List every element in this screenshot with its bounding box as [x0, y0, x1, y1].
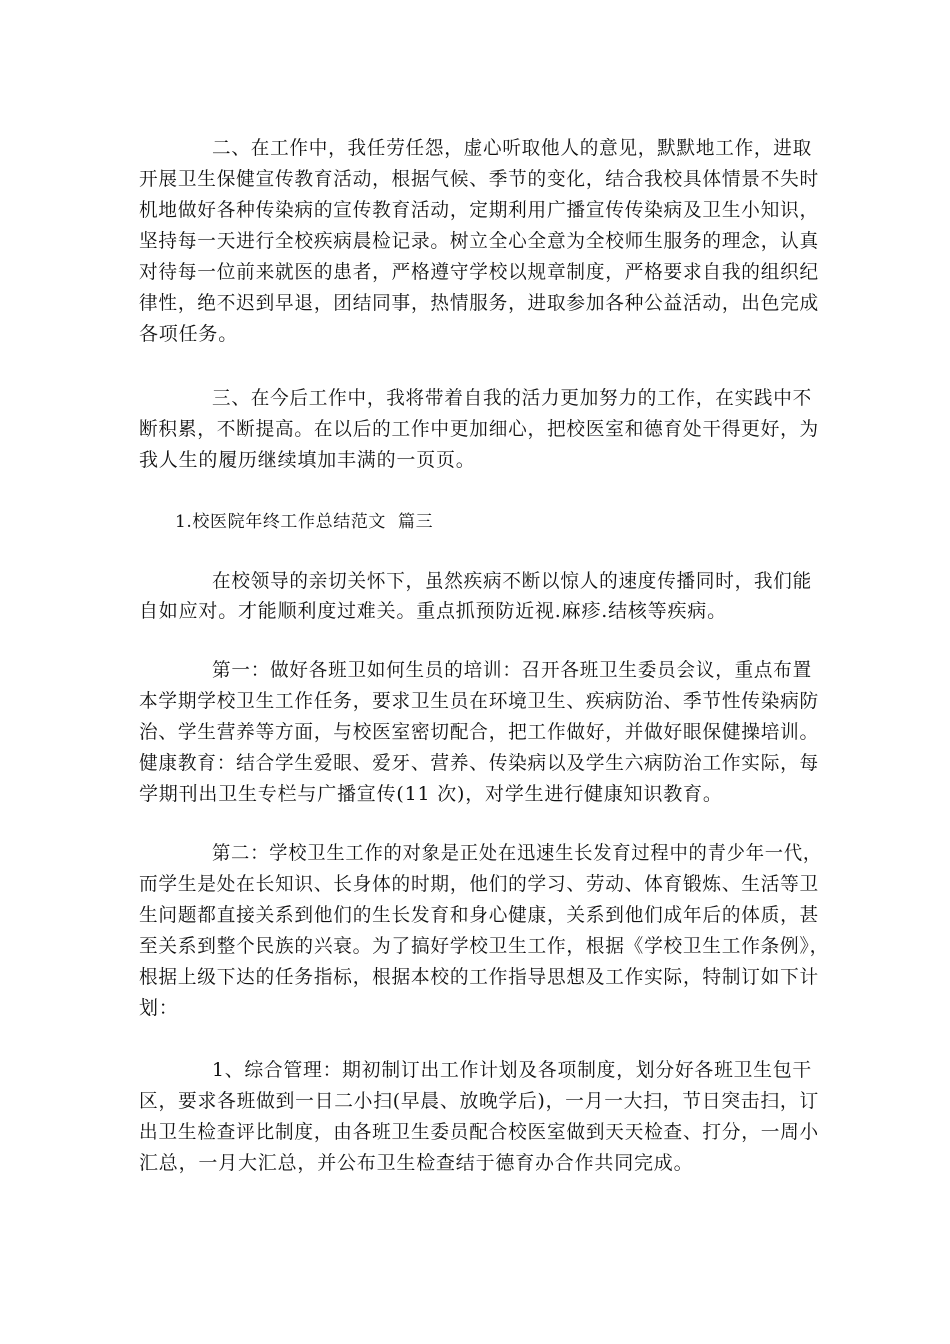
paragraph-4-line-5: 学期刊出卫生专栏与广播宣传(11 次)，对学生进行健康知识教育。 — [139, 783, 723, 805]
paragraph-2-line-2: 断积累，不断提高。在以后的工作中更加细心，把校医室和德育处干得更好，为 — [139, 418, 819, 440]
paragraph-1-line-7: 各项任务。 — [139, 323, 239, 345]
paragraph-5-line-6: 划： — [139, 997, 179, 1019]
paragraph-1-line-3: 机地做好各种传染病的宣传教育活动，定期利用广播宣传传染病及卫生小知识， — [139, 199, 819, 221]
paragraph-2-line-3: 我人生的履历继续填加丰满的一页页。 — [139, 449, 476, 471]
paragraph-5-line-4: 至关系到整个民族的兴衰。为了搞好学校卫生工作，根据《学校卫生工作条例》， — [139, 935, 830, 957]
paragraph-4-line-1: 第一：做好各班卫如何生员的培训：召开各班卫生委员会议，重点布置 — [212, 659, 813, 681]
paragraph-5-line-3: 生问题都直接关系到他们的生长发育和身心健康，关系到他们成年后的体质，甚 — [139, 904, 819, 926]
paragraph-5-line-1: 第二：学校卫生工作的对象是正处在迅速生长发育过程中的青少年一代， — [212, 842, 822, 864]
paragraph-3-line-1: 在校领导的亲切关怀下，虽然疾病不断以惊人的速度传播同时，我们能 — [212, 570, 813, 592]
paragraph-1-line-5: 对待每一位前来就医的患者，严格遵守学校以规章制度，严格要求自我的组织纪 — [139, 261, 819, 283]
paragraph-6-line-3: 出卫生检查评比制度，由各班卫生委员配合校医室做到天天检查、打分，一周小 — [139, 1121, 819, 1143]
paragraph-1-line-6: 律性，绝不迟到早退，团结同事，热情服务，进取参加各种公益活动，出色完成 — [139, 292, 819, 314]
section-heading: 1.校医院年终工作总结范文 篇三 — [175, 512, 434, 532]
paragraph-5-line-5: 根据上级下达的任务指标，根据本校的工作指导思想及工作实际，特制订如下计 — [139, 966, 819, 988]
paragraph-2-line-1: 三、在今后工作中，我将带着自我的活力更加努力的工作，在实践中不 — [212, 387, 813, 409]
paragraph-6-line-4: 汇总，一月大汇总，并公布卫生检查结于德育办合作共同完成。 — [139, 1152, 694, 1174]
paragraph-3-line-2: 自如应对。才能顺利度过难关。重点抓预防近视.麻疹.结核等疾病。 — [139, 600, 727, 622]
paragraph-4-line-2: 本学期学校卫生工作任务，要求卫生员在环境卫生、疾病防治、季节性传染病防 — [139, 690, 819, 712]
paragraph-1-line-2: 开展卫生保健宣传教育活动，根据气候、季节的变化，结合我校具体情景不失时 — [139, 168, 819, 190]
paragraph-1-line-4: 坚持每一天进行全校疾病晨检记录。树立全心全意为全校师生服务的理念，认真 — [139, 230, 819, 252]
paragraph-5-line-2: 而学生是处在长知识、长身体的时期，他们的学习、劳动、体育锻炼、生活等卫 — [139, 873, 819, 895]
paragraph-4-line-4: 健康教育：结合学生爱眼、爱牙、营养、传染病以及学生六病防治工作实际，每 — [139, 752, 819, 774]
paragraph-1-line-1: 二、在工作中，我任劳任怨，虚心听取他人的意见，默默地工作，进取 — [212, 137, 813, 159]
paragraph-4-line-3: 治、学生营养等方面，与校医室密切配合，把工作做好，并做好眼保健操培训。 — [139, 721, 819, 743]
paragraph-6-line-2: 区，要求各班做到一日二小扫(早晨、放晚学后)，一月一大扫，节日突击扫，订 — [139, 1090, 819, 1112]
paragraph-6-line-1: 1、综合管理：期初制订出工作计划及各项制度，划分好各班卫生包干 — [212, 1059, 812, 1081]
